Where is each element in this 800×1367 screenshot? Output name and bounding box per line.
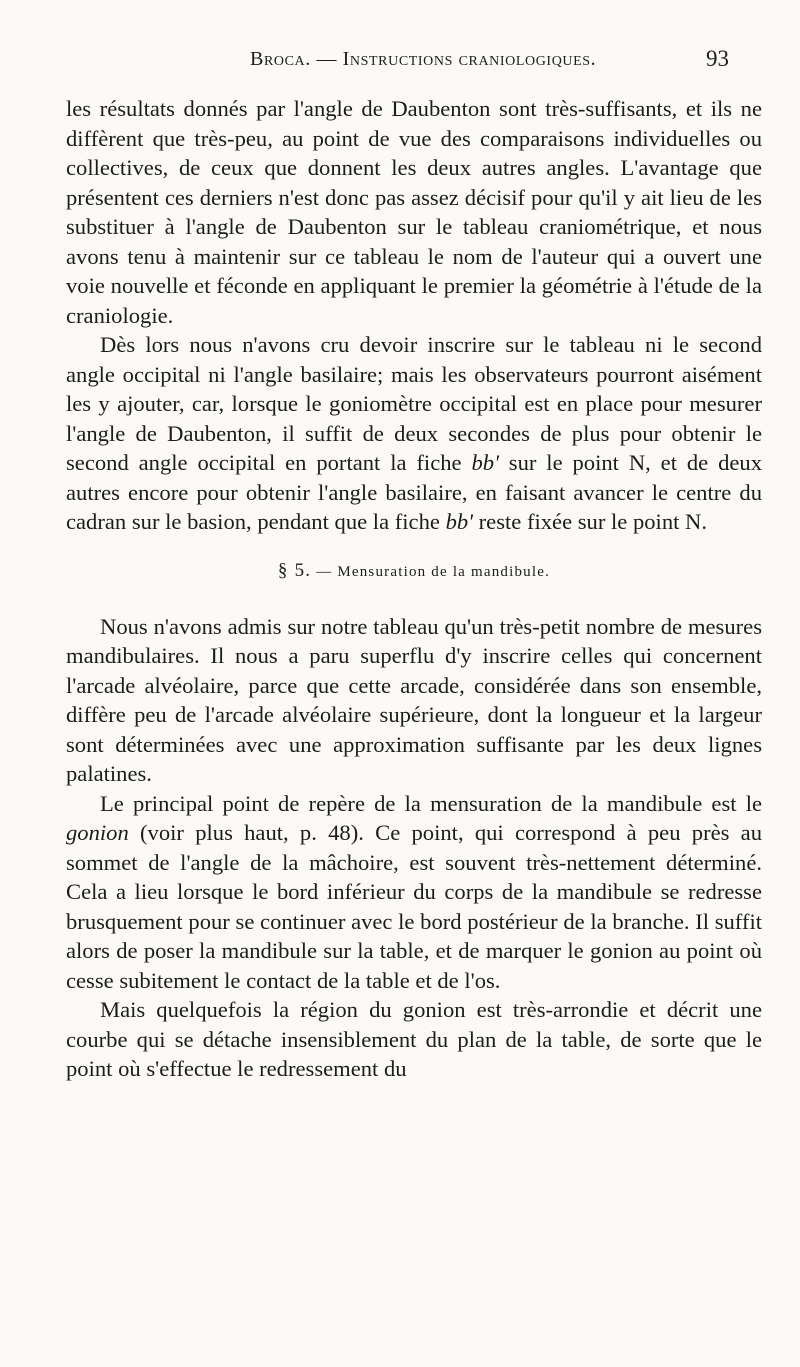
paragraph-3: Nous n'avons admis sur notre tableau qu'un très-petit nombre de mesures mandibulaires. Il nous a paru superflu d'y inscrire celles qui concernent l'arcade alvéolaire, parce que cette arcade, considérée dans son ensemble, diffère peu de l'arcade alvéolaire supérieure, dont la longueur et la largeur sont déterminées avec une approximation suffisante par les deux lignes palatines. — [66, 613, 762, 786]
header-title: Instructions craniologiques. — [342, 48, 597, 70]
header-author: Broca. — [250, 48, 311, 70]
paragraph-4-part-a: Le principal point de repère de la mensuration de la mandibule est le — [100, 790, 762, 816]
paragraph-2-part-b: sur le point N, et de deux autres encore pour obtenir l'angle basilaire, en faisant avancer le centre du cadran sur le basion, pendant que la fiche — [66, 450, 763, 534]
paragraph-4 — [66, 789, 762, 996]
paragraph-2-part-c: reste fixée sur le point N. — [473, 509, 708, 534]
section-heading — [66, 561, 762, 582]
section-number: § 5. — [277, 559, 312, 581]
header-dash: — — [316, 48, 338, 70]
gonion-term: gonion — [66, 820, 129, 845]
paragraph-2 — [66, 330, 762, 537]
paragraph-4-part-b: (voir plus haut, p. 48). Ce point, qui correspond à peu près au sommet de l'angle de la mâchoire, est souvent très-nettement déterminé. Cela a lieu lorsque le bord inférieur du corps de la mandibule se redresse brusquement pour se continuer avec le bord postérieur de la branche. Il suffit alors de poser la mandibule sur la table, et de marquer le gonion au point où cesse subitement le contact de la table et de l'os. — [66, 820, 762, 993]
body-text — [66, 94, 762, 1084]
paragraph-5: Mais quelquefois la région du gonion est très-arrondie et décrit une courbe qui se détache insensiblement du plan de la table, de sorte que le point où s'effectue le redressement du — [66, 997, 762, 1081]
running-header — [250, 48, 596, 71]
paragraph-2-part-a: Dès lors nous n'avons cru devoir inscrire sur le tableau ni le second angle occipital ni l'angle basilaire; mais les observateurs pourront aisément les y ajouter, car, lorsque le goniomètre occipital est en place pour mesurer l'angle de Daubenton, il suffit de deux secondes de plus pour obtenir le second angle occipital en portant la fiche — [66, 332, 762, 475]
fiche-label: bb' — [445, 509, 473, 534]
fiche-label: bb' — [471, 450, 499, 475]
paragraph-1: les résultats donnés par l'angle de Daubenton sont très-suffisants, et ils ne diffèrent que très-peu, au point de vue des comparaisons individuelles ou collectives, de ceux que donnent les deux autres angles. L'avantage que présentent ces derniers n'est donc pas assez décisif pour qu'il y ait lieu de les substituer à l'angle de Daubenton sur le tableau craniométrique, et nous avons tenu à maintenir sur ce tableau le nom de l'auteur qui a ouvert une voie nouvelle et féconde en appliquant le premier la géométrie à l'étude de la craniologie. — [66, 96, 762, 328]
section-title: — Mensuration de la mandibule. — [316, 563, 551, 580]
page-number: 93 — [706, 46, 729, 71]
